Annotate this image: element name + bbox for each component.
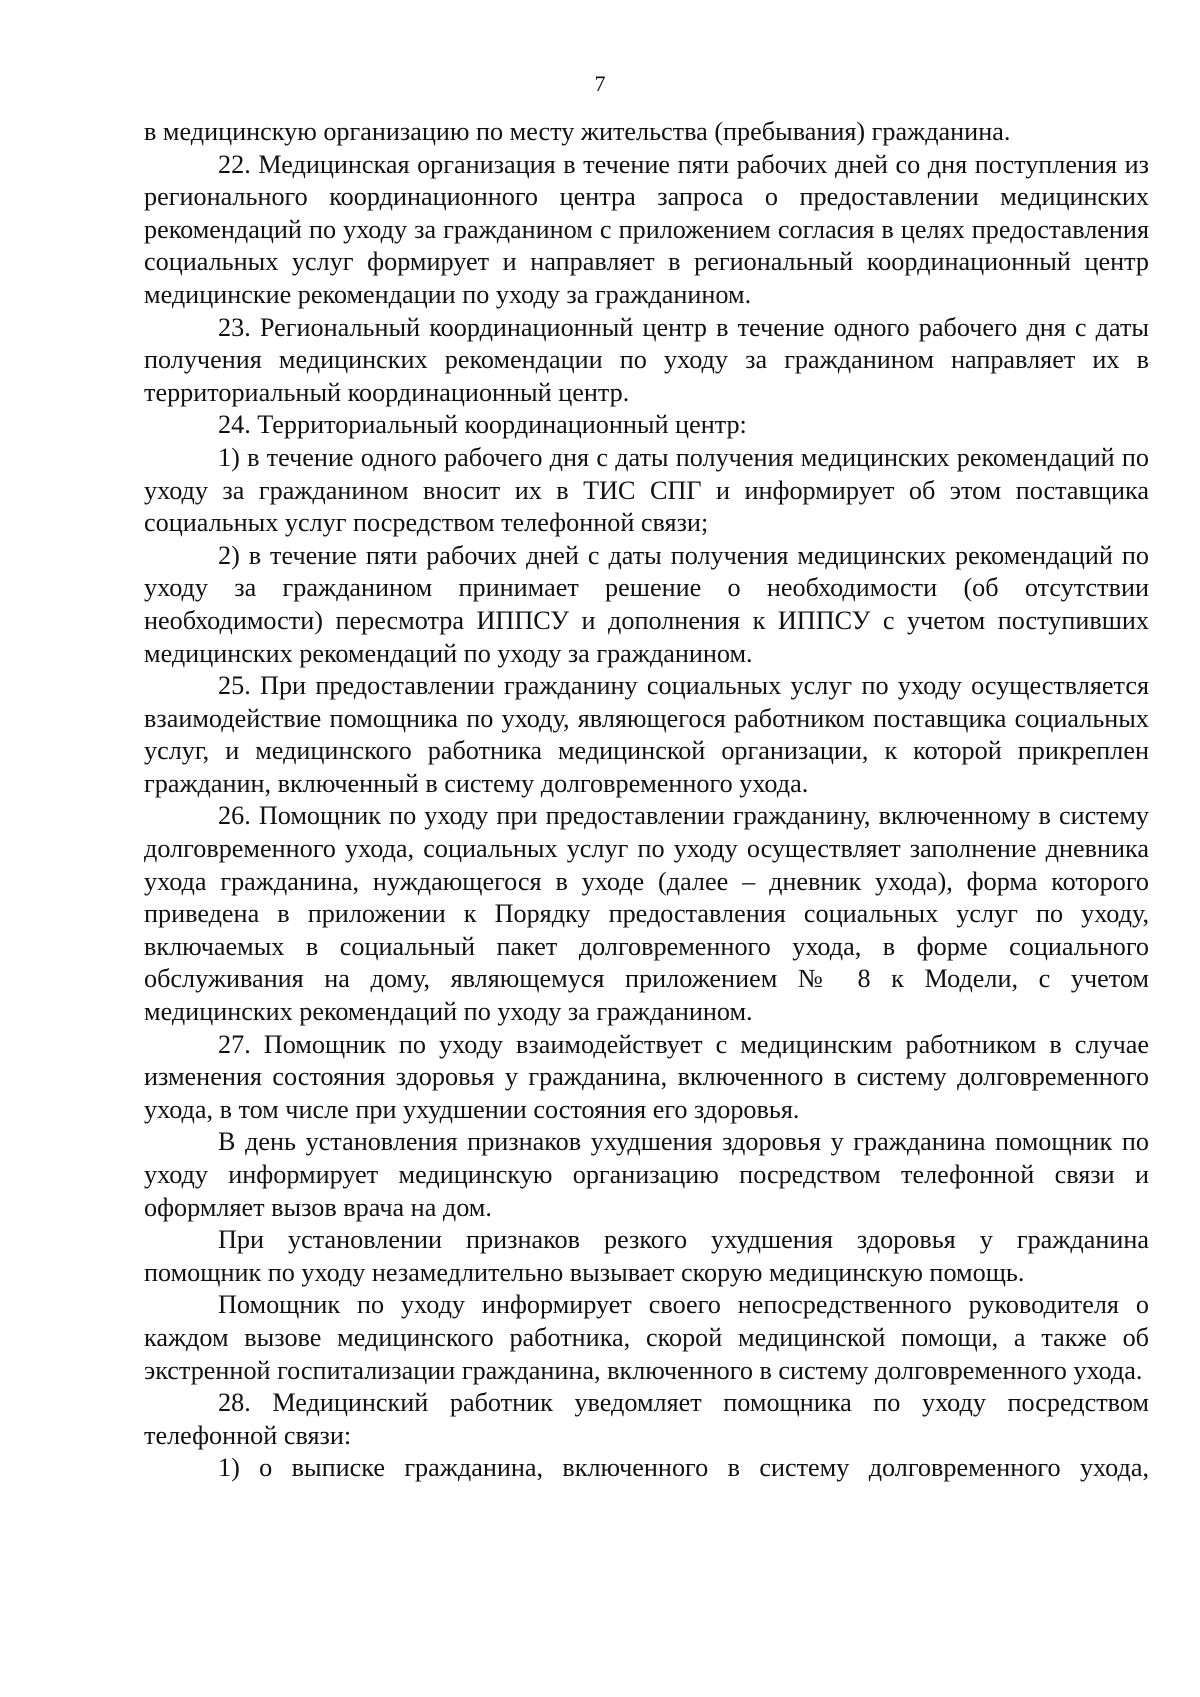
paragraph-worsening-health: В день установления признаков ухудшения здоровья у гражданина помощник по уходу информирует медицинскую организацию посредством телефонной связи и оформляет вызов врача на дом.: [144, 1127, 1149, 1222]
paragraph-subitem-24-2: 2) в течение пяти рабочих дней с даты получения медицинских рекомендаций по уходу за гражданином принимает решение о необходимости (об отсутствии необходимости) пересмотра ИППСУ и дополнения к ИППСУ с учетом поступивших медицинских рекомендаций по уходу за гражданином.: [144, 540, 1149, 668]
paragraph-item-27: 27. Помощник по уходу взаимодействует с медицинским работником в случае изменения состояния здоровья у гражданина, включенного в систему долговременного ухода, в том числе при ухудшении состояния его здоровья.: [144, 1029, 1149, 1124]
document-body: [144, 116, 1149, 1485]
page-number: 7: [594, 71, 606, 96]
paragraph-item-24: 24. Территориальный координационный центр:: [218, 410, 747, 440]
paragraph-subitem-28-1: 1) о выписке гражданина, включенного в систему долговременного ухода,: [218, 1453, 1149, 1483]
paragraph-sharp-worsening: При установлении признаков резкого ухудшения здоровья у гражданина помощник по уходу незамедлительно вызывает скорую медицинскую помощь.: [144, 1225, 1149, 1287]
paragraph-inform-supervisor: Помощник по уходу информирует своего непосредственного руководителя о каждом вызове медицинского работника, скорой медицинской помощи, а также об экстренной госпитализации гражданина, включенного в систему долговременного ухода.: [144, 1290, 1149, 1385]
paragraph-item-25: 25. При предоставлении гражданину социальных услуг по уходу осуществляется взаимодействие помощника по уходу, являющегося работником поставщика социальных услуг, и медицинского работника медицинской организации, к которой прикреплен гражданин, включенный в систему долговременного ухода.: [144, 671, 1149, 798]
paragraph-item-26: 26. Помощник по уходу при предоставлении гражданину, включенному в систему долговременного ухода, социальных услуг по уходу осуществляет заполнение дневника ухода гражданина, нуждающегося в уходе (далее – дневник ухода), форма которого приведена в приложении к Порядку предоставления социальных услуг по уходу, включаемых в социальный пакет долговременного ухода, в форме социального обслуживания на дому, являющемуся приложением № 8 к Модели, с учетом медицинских рекомендаций по уходу за гражданином.: [144, 801, 1149, 1027]
paragraph-item-22: 22. Медицинская организация в течение пяти рабочих дней со дня поступления из регионального координационного центра запроса о предоставлении медицинских рекомендаций по уходу за гражданином с приложением согласия в целях предоставления социальных услуг формирует и направляет в региональный координационный центр медицинские рекомендации по уходу за гражданином.: [144, 149, 1149, 309]
paragraph-item-23: 23. Региональный координационный центр в течение одного рабочего дня с даты получения медицинских рекомендации по уходу за гражданином направляет их в территориальный координационный центр.: [144, 312, 1149, 407]
paragraph-subitem-24-1: 1) в течение одного рабочего дня с даты получения медицинских рекомендаций по уходу за гражданином вносит их в ТИС СПГ и информирует об этом поставщика социальных услуг посредством телефонной связи;: [144, 442, 1149, 538]
paragraph-item-28: 28. Медицинский работник уведомляет помощника по уходу посредством телефонной связи:: [144, 1388, 1149, 1450]
paragraph-continuation: в медицинскую организацию по месту жительства (пребывания) гражданина.: [144, 117, 1011, 146]
